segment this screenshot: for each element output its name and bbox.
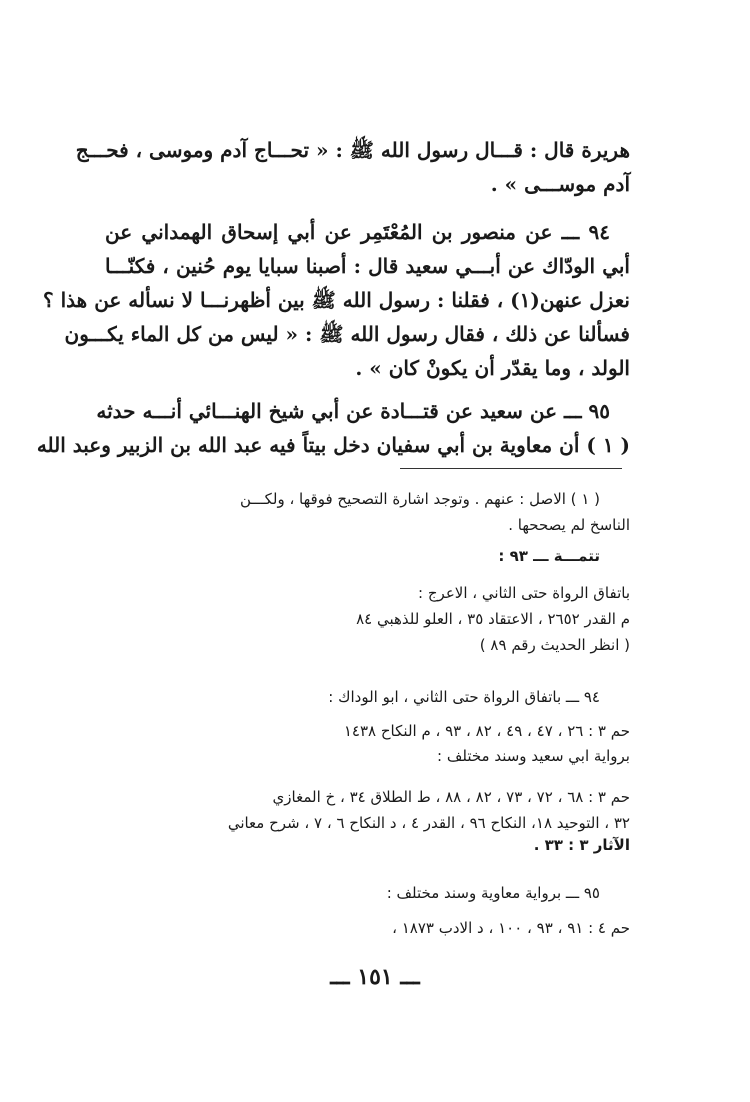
text-line: آدم موســـى » . <box>490 172 630 196</box>
note-93-see: ( انظر الحديث رقم ٨٩ ) <box>479 636 630 654</box>
note-95-refs: حم ٤ : ٩١ ، ٩٣ ، ١٠٠ ، د الادب ١٨٧٣ ، <box>392 919 630 937</box>
text-line: فسألنا عن ذلك ، فقال رسول الله ﷺ : « ليس من كل الماء يكـــون <box>64 322 630 346</box>
tatimma-heading: تتمـــة ـــ ٩٣ : <box>498 547 600 565</box>
note-94-refs-3: ٣٢ ، التوحيد ١٨، النكاح ٩٦ ، القدر ٤ ، د النكاح ٦ ، ٧ ، شرح معاني <box>227 814 630 832</box>
text-line: نعزل عنهن(١) ، فقلنا : رسول الله ﷺ بين أظهرنـــا لا نسأله عن هذا ؟ <box>43 288 630 312</box>
note-94-refs-2: حم ٣ : ٦٨ ، ٧٢ ، ٧٣ ، ٨٢ ، ٨٨ ، ط الطلاق ٣٤ ، خ المغازي <box>272 788 630 806</box>
text-line: ( ١ ) أن معاوية بن أبي سفيان دخل بيتاً فيه عبد الله بن الزبير وعبد الله <box>36 433 630 457</box>
note-93: باتفاق الرواة حتى الثاني ، الاعرج : <box>418 584 630 602</box>
note-94-variant: برواية ابي سعيد وسند مختلف : <box>437 747 630 765</box>
footnote-divider <box>400 468 622 469</box>
text-line: الولد ، وما يقدّر أن يكونْ كان » . <box>355 356 630 380</box>
text-line: أبي الودّاك عن أبـــي سعيد قال : أصبنا سبايا يوم حُنين ، فكنّـــا <box>105 254 630 278</box>
note-93-refs: م القدر ٢٦٥٢ ، الاعتقاد ٣٥ ، العلو للذهبي ٨٤ <box>356 610 630 628</box>
note-94: ٩٤ ـــ باتفاق الرواة حتى الثاني ، ابو الوداك : <box>328 688 600 706</box>
note-94-refs-4: الآثار ٣ : ٣٣ . <box>533 836 630 854</box>
hadith-94-start: ٩٤ ـــ عن منصور بن المُعْتَمِر عن أبي إسحاق الهمداني عن <box>105 220 610 244</box>
note-95: ٩٥ ـــ برواية معاوية وسند مختلف : <box>386 884 600 902</box>
page-number: ـــ ١٥١ ـــ <box>330 964 420 990</box>
footnote-1: ( ١ ) الاصل : عنهم . وتوجد اشارة التصحيح فوقها ، ولكـــن <box>239 490 600 508</box>
text-line: هريرة قال : قـــال رسول الله ﷺ : « تحـــاج آدم وموسى ، فحـــج <box>75 138 630 162</box>
footnote-1-cont: الناسخ لم يصححها . <box>508 516 630 534</box>
note-94-refs: حم ٣ : ٢٦ ، ٤٧ ، ٤٩ ، ٨٢ ، ٩٣ ، م النكاح ١٤٣٨ <box>343 722 630 740</box>
hadith-95-start: ٩٥ ـــ عن سعيد عن قتـــادة عن أبي شيخ الهنـــائي أنـــه حدثه <box>96 399 610 423</box>
